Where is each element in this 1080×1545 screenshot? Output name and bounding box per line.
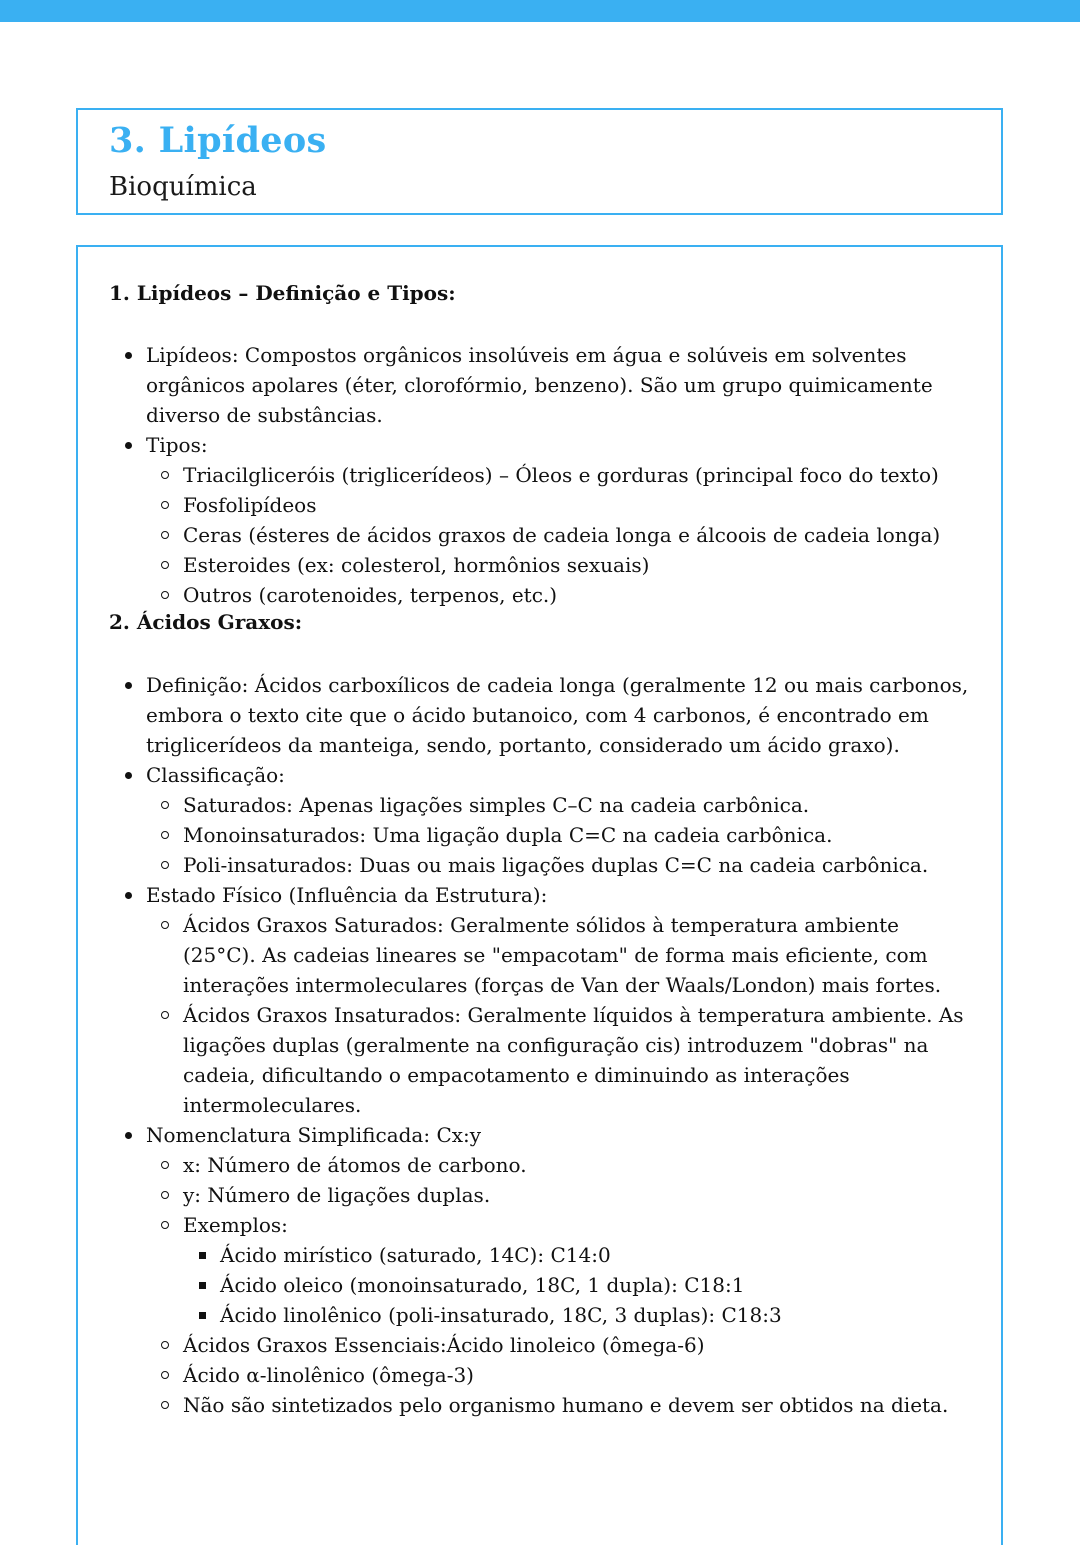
circle-bullet-icon	[159, 1000, 171, 1030]
circle-bullet-icon	[159, 790, 171, 820]
circle-bullet-icon	[159, 910, 171, 940]
square-bullet-icon	[196, 1270, 208, 1300]
circle-bullet-icon	[159, 1150, 171, 1180]
square-bullet-icon	[196, 1300, 208, 1330]
section-2-list	[78, 670, 1003, 1420]
circle-bullet-icon	[159, 1330, 171, 1360]
list-item: Ceras (ésteres de ácidos graxos de cadeia longa e álcoois de cadeia longa)	[78, 520, 968, 550]
circle-bullet-icon	[159, 460, 171, 490]
disc-bullet-icon	[122, 760, 134, 790]
list-item: Monoinsaturados: Uma ligação dupla C=C na cadeia carbônica.	[78, 820, 968, 850]
list-item: Lipídeos: Compostos orgânicos insolúveis em água e solúveis em solventes orgânicos apolares (éter, clorofórmio, benzeno). São um grupo quimicamente diverso de substâncias.	[78, 340, 971, 430]
square-bullet-icon	[196, 1240, 208, 1270]
top-accent-bar	[0, 0, 1080, 22]
list-item: Poli-insaturados: Duas ou mais ligações duplas C=C na cadeia carbônica.	[78, 850, 968, 880]
list-item: Ácido α-linolênico (ômega-3)	[78, 1360, 968, 1390]
section-2-heading: 2. Ácidos Graxos:	[109, 610, 303, 634]
list-item: Ácidos Graxos Saturados: Geralmente sólidos à temperatura ambiente (25°C). As cadeias lineares se "empacotam" de forma mais eficiente, com interações intermoleculares (forças de Van der Waals/London) mais fortes.	[78, 910, 968, 1000]
list-item: Outros (carotenoides, terpenos, etc.)	[78, 580, 968, 610]
list-item: Ácidos Graxos Essenciais:Ácido linoleico (ômega-6)	[78, 1330, 968, 1360]
page-title: 3. Lipídeos	[109, 120, 327, 161]
list-item: x: Número de átomos de carbono.	[78, 1150, 968, 1180]
list-item: Exemplos:	[78, 1210, 968, 1240]
disc-bullet-icon	[122, 340, 134, 370]
circle-bullet-icon	[159, 820, 171, 850]
circle-bullet-icon	[159, 1390, 171, 1420]
list-item: Ácidos Graxos Insaturados: Geralmente líquidos à temperatura ambiente. As ligações duplas (geralmente na configuração cis) introduzem "dobras" na cadeia, dificultando o empacotamento e diminuindo as interações intermoleculares.	[78, 1000, 968, 1120]
list-item: Ácido mirístico (saturado, 14C): C14:0	[78, 1240, 980, 1270]
list-item: Nomenclatura Simplificada: Cx:y	[78, 1120, 971, 1150]
circle-bullet-icon	[159, 490, 171, 520]
disc-bullet-icon	[122, 670, 134, 700]
list-item: Tipos:	[78, 430, 971, 460]
circle-bullet-icon	[159, 1180, 171, 1210]
list-item: Fosfolipídeos	[78, 490, 968, 520]
list-item: Saturados: Apenas ligações simples C–C na cadeia carbônica.	[78, 790, 968, 820]
circle-bullet-icon	[159, 550, 171, 580]
list-item: Não são sintetizados pelo organismo humano e devem ser obtidos na dieta.	[78, 1390, 968, 1420]
list-item: Esteroides (ex: colesterol, hormônios sexuais)	[78, 550, 968, 580]
list-item: Triacilgliceróis (triglicerídeos) – Óleos e gorduras (principal foco do texto)	[78, 460, 968, 490]
list-item: y: Número de ligações duplas.	[78, 1180, 968, 1210]
circle-bullet-icon	[159, 1210, 171, 1240]
list-item: Ácido linolênico (poli-insaturado, 18C, 3 duplas): C18:3	[78, 1300, 980, 1330]
list-item: Classificação:	[78, 760, 971, 790]
list-item: Estado Físico (Influência da Estrutura):	[78, 880, 971, 910]
disc-bullet-icon	[122, 1120, 134, 1150]
title-box	[76, 108, 1003, 215]
circle-bullet-icon	[159, 850, 171, 880]
content-box	[76, 245, 1003, 1545]
circle-bullet-icon	[159, 1360, 171, 1390]
list-item: Ácido oleico (monoinsaturado, 18C, 1 dupla): C18:1	[78, 1270, 980, 1300]
section-1-heading: 1. Lipídeos – Definição e Tipos:	[109, 281, 456, 305]
section-1-list	[78, 340, 1003, 610]
list-item: Definição: Ácidos carboxílicos de cadeia longa (geralmente 12 ou mais carbonos, embora o texto cite que o ácido butanoico, com 4 carbonos, é encontrado em triglicerídeos da manteiga, sendo, portanto, considerado um ácido graxo).	[78, 670, 971, 760]
circle-bullet-icon	[159, 520, 171, 550]
circle-bullet-icon	[159, 580, 171, 610]
page-subtitle: Bioquímica	[109, 172, 257, 202]
disc-bullet-icon	[122, 880, 134, 910]
disc-bullet-icon	[122, 430, 134, 460]
